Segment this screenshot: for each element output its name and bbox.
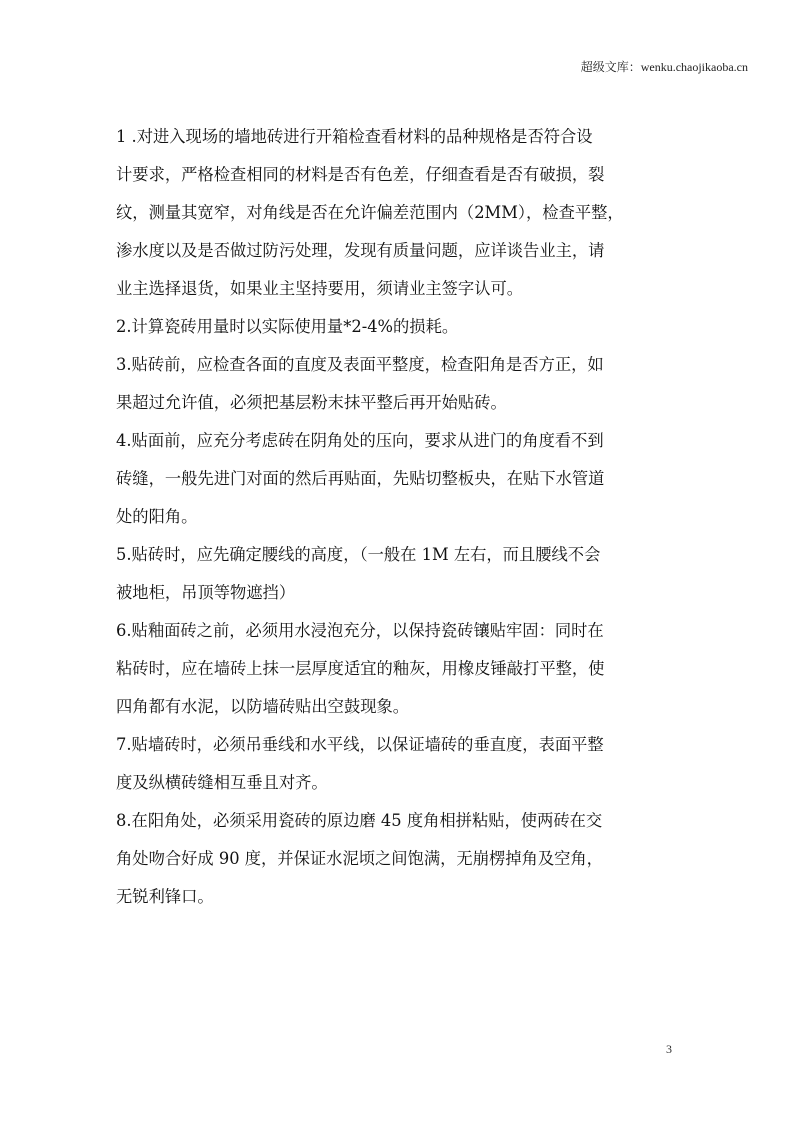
text-line: 3.贴砖前，应检查各面的直度及表面平整度，检查阳角是否方正，如 (116, 355, 604, 374)
text-line: 渗水度以及是否做过防污处理，发现有质量问题，应详谈告业主，请 (116, 241, 605, 260)
text-line: 处的阳角。 (116, 507, 198, 526)
text-line: 角处吻合好成 90 度，并保证水泥顷之间饱满，无崩楞掉角及空角， (116, 849, 603, 868)
text-line: 纹，测量其宽窄，对角线是否在允许偏差范围内（2MM），检查平整， (116, 203, 624, 222)
text-line: 5.贴砖时，应先确定腰线的高度，（一般在 1M 左右，而且腰线不会 (116, 545, 601, 564)
text-line: 四角都有水泥，以防墙砖贴出空鼓现象。 (116, 697, 410, 716)
text-line: 业主选择退货，如果业主坚持要用，须请业主签字认可。 (116, 279, 524, 298)
text-line: 被地柜，吊顶等物遮挡） (116, 583, 296, 602)
text-line: 8.在阳角处，必须采用瓷砖的原边磨 45 度角相拼粘贴，使两砖在交 (116, 811, 603, 830)
text-line: 6.贴釉面砖之前，必须用水浸泡充分，以保持瓷砖镶贴牢固：同时在 (116, 621, 604, 640)
text-line: 1 .对进入现场的墙地砖进行开箱检查看材料的品种规格是否符合设 (116, 127, 593, 146)
text-line: 无锐利锋口。 (116, 887, 214, 906)
text-line: 度及纵横砖缝相互垂且对齐。 (116, 773, 328, 792)
text-line: 2.计算瓷砖用量时以实际使用量*2-4%的损耗。 (116, 317, 459, 336)
text-line: 砖缝，一般先进门对面的然后再贴面，先贴切整板央，在贴下水管道 (116, 469, 605, 488)
text-line: 4.贴面前，应充分考虑砖在阴角处的压向，要求从进门的角度看不到 (116, 431, 604, 450)
page-number: 3 (666, 1042, 672, 1056)
text-line: 果超过允许值，必须把基层粉末抹平整后再开始贴砖。 (116, 393, 507, 412)
document-body (116, 118, 688, 916)
text-line: 计要求，严格检查相同的材料是否有色差，仔细查看是否有破损，裂 (116, 165, 605, 184)
page-header-site-label: 超级文库：wenku.chaojikaoba.cn (580, 60, 748, 74)
text-line: 7.贴墙砖时，必须吊垂线和水平线，以保证墙砖的垂直度，表面平整 (116, 735, 604, 754)
text-line: 粘砖时，应在墙砖上抹一层厚度适宜的釉灰，用橡皮锤敲打平整，使 (116, 659, 605, 678)
